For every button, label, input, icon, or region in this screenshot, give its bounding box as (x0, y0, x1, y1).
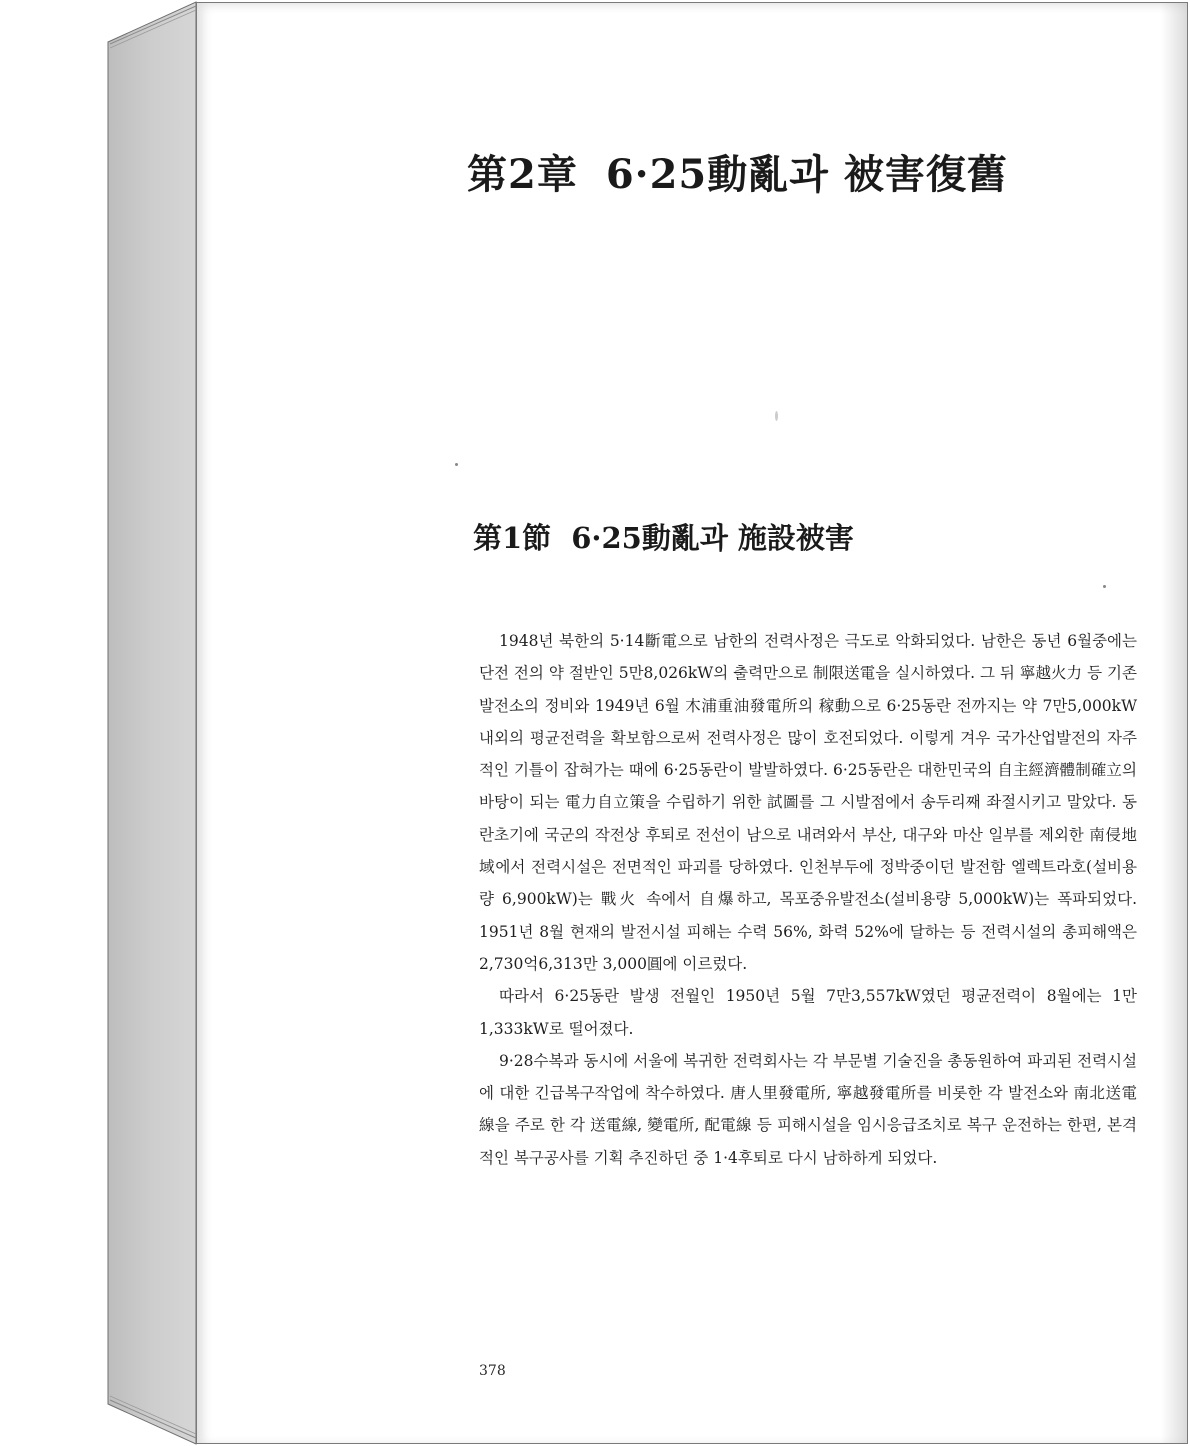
paragraph: 9·28수복과 동시에 서울에 복귀한 전력회사는 각 부문별 기술진을 총동원하여 파괴된 전력시설에 대한 긴급복구작업에 착수하였다. 唐人里發電所, 寧越發電所를 비롯한 각 발전소와 南北送電線을 주로 한 각 送電線, 變電所, 配電線 등 피해시설을 임시응급조치로 복구 운전하는 한편, 본격적인 복구공사를 기획 추진하던 중 1·4후퇴로 다시 남하하게 되었다. (479, 1051, 1137, 1167)
page (196, 2, 1188, 1444)
page-number: 378 (479, 1363, 506, 1379)
paragraph: 따라서 6·25동란 발생 전월인 1950년 5월 7만3,557kW였던 평균전력이 8월에는 1만1,333kW로 떨어졌다. (479, 987, 1137, 1038)
scan-speck (775, 411, 778, 421)
section-title (473, 516, 854, 557)
paragraph: 1948년 북한의 5·14斷電으로 남한의 전력사정은 극도로 악화되었다. 남한은 동년 6월중에는 단전 전의 약 절반인 5만8,026kW의 출력만으로 制限送電을 실시하였다. 그 뒤 寧越火力 등 기존발전소의 정비와 1949년 6월 木浦重油發電所의 稼動으로 6·25동란 전까지는 약 7만5,000kW 내외의 평균전력을 확보함으로써 전력사정은 많이 호전되었다. 이렇게 겨우 국가산업발전의 자주적인 기틀이 잡혀가는 때에 6·25동란이 발발하였다. 6·25동란은 대한민국의 自主經濟體制確立의 바탕이 되는 電力自立策을 수립하기 위한 試圖를 그 시발점에서 송두리째 좌절시키고 말았다. 동란초기에 국군의 작전상 후퇴로 전선이 남으로 내려와서 부산, 대구와 마산 일부를 제외한 南侵地域에서 전력시설은 전면적인 파괴를 당하였다. 인천부두에 정박중이던 발전함 엘렉트라호(설비용량 6,900kW)는 戰火 속에서 自爆하고, 목포중유발전소(설비용량 5,000kW)는 폭파되었다. 1951년 8월 현재의 발전시설 피해는 수력 56%, 화력 52%에 달하는 등 전력시설의 총피해액은 2,730억6,313만 3,000圓에 이르렀다. (479, 632, 1137, 973)
scan-speck (1103, 585, 1106, 588)
section-heading: 6·25動亂과 施設被害 (571, 521, 854, 555)
section-number: 第1節 (473, 521, 552, 555)
chapter-number: 第2章 (467, 151, 578, 198)
body-text (479, 625, 1137, 1174)
chapter-heading: 6·25動亂과 被害復舊 (605, 151, 1008, 198)
scan-speck (455, 463, 458, 466)
chapter-title (467, 143, 1008, 200)
book-spine-edge (0, 0, 200, 1446)
